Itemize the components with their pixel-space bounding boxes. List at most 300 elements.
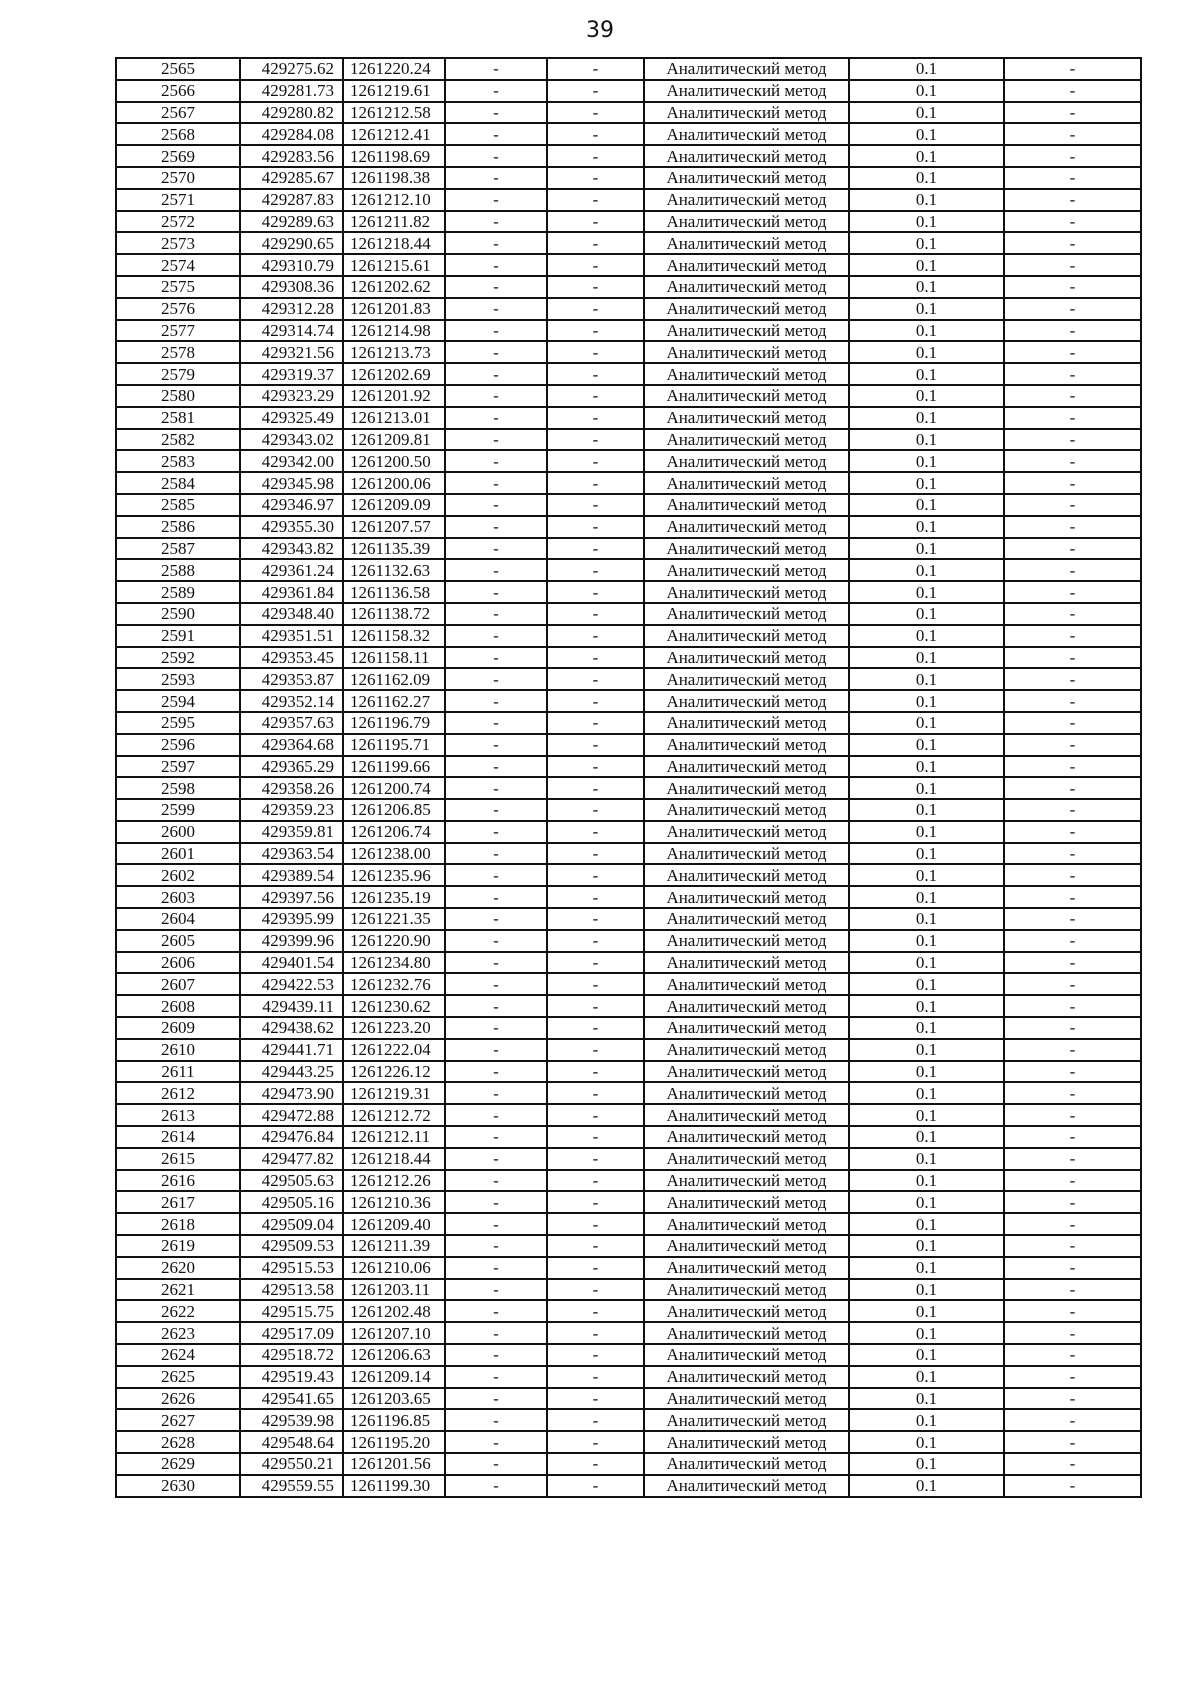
empty-dash-cell: - [1004,363,1141,385]
empty-dash-cell: - [547,58,644,80]
empty-dash-cell: - [547,1148,644,1170]
empty-dash-cell: - [1004,1300,1141,1322]
empty-dash-cell: - [1004,1344,1141,1366]
accuracy-cell: 0.1 [849,559,1004,581]
empty-dash-cell: - [1004,341,1141,363]
y-coordinate-cell: 1261198.69 [343,145,445,167]
empty-dash-cell: - [547,1388,644,1410]
point-number-cell: 2569 [116,145,240,167]
x-coordinate-cell: 429401.54 [240,952,343,974]
x-coordinate-cell: 429275.62 [240,58,343,80]
point-number-cell: 2588 [116,559,240,581]
table-row [116,1017,1141,1039]
y-coordinate-cell: 1261196.79 [343,712,445,734]
x-coordinate-cell: 429314.74 [240,320,343,342]
empty-dash-cell: - [547,1213,644,1235]
point-number-cell: 2593 [116,668,240,690]
empty-dash-cell: - [1004,1126,1141,1148]
empty-dash-cell: - [547,145,644,167]
method-cell: Аналитический метод [644,1279,849,1301]
x-coordinate-cell: 429348.40 [240,603,343,625]
x-coordinate-cell: 429441.71 [240,1039,343,1061]
accuracy-cell: 0.1 [849,1017,1004,1039]
y-coordinate-cell: 1261234.80 [343,952,445,974]
empty-dash-cell: - [445,712,547,734]
method-cell: Аналитический метод [644,756,849,778]
accuracy-cell: 0.1 [849,756,1004,778]
y-coordinate-cell: 1261202.62 [343,276,445,298]
x-coordinate-cell: 429365.29 [240,756,343,778]
empty-dash-cell: - [1004,930,1141,952]
empty-dash-cell: - [1004,1366,1141,1388]
point-number-cell: 2630 [116,1475,240,1497]
point-number-cell: 2598 [116,777,240,799]
table-row [116,189,1141,211]
empty-dash-cell: - [1004,1453,1141,1475]
table-row [116,1191,1141,1213]
table-row [116,603,1141,625]
accuracy-cell: 0.1 [849,516,1004,538]
method-cell: Аналитический метод [644,1213,849,1235]
empty-dash-cell: - [547,1344,644,1366]
empty-dash-cell: - [1004,450,1141,472]
empty-dash-cell: - [547,276,644,298]
empty-dash-cell: - [445,58,547,80]
empty-dash-cell: - [445,1170,547,1192]
empty-dash-cell: - [547,494,644,516]
empty-dash-cell: - [547,232,644,254]
accuracy-cell: 0.1 [849,864,1004,886]
accuracy-cell: 0.1 [849,908,1004,930]
x-coordinate-cell: 429513.58 [240,1279,343,1301]
x-coordinate-cell: 429443.25 [240,1061,343,1083]
table-row [116,1300,1141,1322]
empty-dash-cell: - [445,734,547,756]
point-number-cell: 2597 [116,756,240,778]
method-cell: Аналитический метод [644,123,849,145]
table-row [116,581,1141,603]
accuracy-cell: 0.1 [849,777,1004,799]
empty-dash-cell: - [1004,429,1141,451]
empty-dash-cell: - [547,1366,644,1388]
x-coordinate-cell: 429550.21 [240,1453,343,1475]
y-coordinate-cell: 1261209.09 [343,494,445,516]
point-number-cell: 2596 [116,734,240,756]
x-coordinate-cell: 429505.16 [240,1191,343,1213]
y-coordinate-cell: 1261211.39 [343,1235,445,1257]
y-coordinate-cell: 1261206.63 [343,1344,445,1366]
x-coordinate-cell: 429518.72 [240,1344,343,1366]
point-number-cell: 2608 [116,995,240,1017]
accuracy-cell: 0.1 [849,407,1004,429]
accuracy-cell: 0.1 [849,58,1004,80]
empty-dash-cell: - [1004,952,1141,974]
empty-dash-cell: - [1004,559,1141,581]
point-number-cell: 2592 [116,647,240,669]
accuracy-cell: 0.1 [849,1388,1004,1410]
method-cell: Аналитический метод [644,821,849,843]
empty-dash-cell: - [445,341,547,363]
empty-dash-cell: - [1004,1082,1141,1104]
x-coordinate-cell: 429473.90 [240,1082,343,1104]
method-cell: Аналитический метод [644,625,849,647]
point-number-cell: 2599 [116,799,240,821]
empty-dash-cell: - [445,756,547,778]
method-cell: Аналитический метод [644,1039,849,1061]
accuracy-cell: 0.1 [849,1431,1004,1453]
empty-dash-cell: - [445,320,547,342]
empty-dash-cell: - [547,1257,644,1279]
empty-dash-cell: - [1004,320,1141,342]
table-row [116,1366,1141,1388]
x-coordinate-cell: 429559.55 [240,1475,343,1497]
empty-dash-cell: - [547,995,644,1017]
empty-dash-cell: - [1004,189,1141,211]
point-number-cell: 2617 [116,1191,240,1213]
table-row [116,167,1141,189]
y-coordinate-cell: 1261226.12 [343,1061,445,1083]
empty-dash-cell: - [445,1366,547,1388]
empty-dash-cell: - [445,1017,547,1039]
empty-dash-cell: - [1004,799,1141,821]
accuracy-cell: 0.1 [849,952,1004,974]
y-coordinate-cell: 1261213.01 [343,407,445,429]
table-row [116,494,1141,516]
point-number-cell: 2610 [116,1039,240,1061]
accuracy-cell: 0.1 [849,886,1004,908]
empty-dash-cell: - [1004,1017,1141,1039]
method-cell: Аналитический метод [644,211,849,233]
empty-dash-cell: - [547,1039,644,1061]
empty-dash-cell: - [547,1279,644,1301]
empty-dash-cell: - [1004,276,1141,298]
accuracy-cell: 0.1 [849,1344,1004,1366]
empty-dash-cell: - [1004,407,1141,429]
y-coordinate-cell: 1261132.63 [343,559,445,581]
point-number-cell: 2612 [116,1082,240,1104]
empty-dash-cell: - [547,1409,644,1431]
x-coordinate-cell: 429505.63 [240,1170,343,1192]
empty-dash-cell: - [547,1104,644,1126]
empty-dash-cell: - [547,777,644,799]
method-cell: Аналитический метод [644,690,849,712]
empty-dash-cell: - [445,254,547,276]
point-number-cell: 2629 [116,1453,240,1475]
y-coordinate-cell: 1261215.61 [343,254,445,276]
empty-dash-cell: - [547,668,644,690]
empty-dash-cell: - [1004,1213,1141,1235]
method-cell: Аналитический метод [644,167,849,189]
x-coordinate-cell: 429285.67 [240,167,343,189]
empty-dash-cell: - [547,1191,644,1213]
accuracy-cell: 0.1 [849,538,1004,560]
x-coordinate-cell: 429519.43 [240,1366,343,1388]
table-row [116,1235,1141,1257]
method-cell: Аналитический метод [644,1191,849,1213]
x-coordinate-cell: 429352.14 [240,690,343,712]
empty-dash-cell: - [445,1213,547,1235]
y-coordinate-cell: 1261201.83 [343,298,445,320]
x-coordinate-cell: 429342.00 [240,450,343,472]
empty-dash-cell: - [445,690,547,712]
y-coordinate-cell: 1261200.74 [343,777,445,799]
point-number-cell: 2618 [116,1213,240,1235]
x-coordinate-cell: 429346.97 [240,494,343,516]
y-coordinate-cell: 1261220.24 [343,58,445,80]
empty-dash-cell: - [445,777,547,799]
table-row [116,995,1141,1017]
table-row [116,712,1141,734]
table-row [116,1322,1141,1344]
empty-dash-cell: - [1004,821,1141,843]
point-number-cell: 2577 [116,320,240,342]
point-number-cell: 2613 [116,1104,240,1126]
x-coordinate-cell: 429397.56 [240,886,343,908]
y-coordinate-cell: 1261198.38 [343,167,445,189]
y-coordinate-cell: 1261210.36 [343,1191,445,1213]
coordinates-table [115,57,1142,1498]
accuracy-cell: 0.1 [849,1235,1004,1257]
method-cell: Аналитический метод [644,1148,849,1170]
empty-dash-cell: - [547,429,644,451]
method-cell: Аналитический метод [644,952,849,974]
table-row [116,385,1141,407]
point-number-cell: 2579 [116,363,240,385]
accuracy-cell: 0.1 [849,254,1004,276]
empty-dash-cell: - [445,429,547,451]
empty-dash-cell: - [445,952,547,974]
empty-dash-cell: - [445,1279,547,1301]
method-cell: Аналитический метод [644,298,849,320]
empty-dash-cell: - [1004,145,1141,167]
point-number-cell: 2574 [116,254,240,276]
x-coordinate-cell: 429439.11 [240,995,343,1017]
method-cell: Аналитический метод [644,799,849,821]
accuracy-cell: 0.1 [849,821,1004,843]
y-coordinate-cell: 1261212.41 [343,123,445,145]
y-coordinate-cell: 1261207.10 [343,1322,445,1344]
empty-dash-cell: - [547,559,644,581]
y-coordinate-cell: 1261202.69 [343,363,445,385]
empty-dash-cell: - [445,864,547,886]
x-coordinate-cell: 429515.53 [240,1257,343,1279]
x-coordinate-cell: 429351.51 [240,625,343,647]
accuracy-cell: 0.1 [849,1039,1004,1061]
y-coordinate-cell: 1261206.74 [343,821,445,843]
point-number-cell: 2587 [116,538,240,560]
method-cell: Аналитический метод [644,429,849,451]
empty-dash-cell: - [445,232,547,254]
y-coordinate-cell: 1261196.85 [343,1409,445,1431]
method-cell: Аналитический метод [644,864,849,886]
point-number-cell: 2619 [116,1235,240,1257]
x-coordinate-cell: 429389.54 [240,864,343,886]
table-row [116,407,1141,429]
point-number-cell: 2586 [116,516,240,538]
x-coordinate-cell: 429539.98 [240,1409,343,1431]
table-row [116,232,1141,254]
table-row [116,298,1141,320]
accuracy-cell: 0.1 [849,1279,1004,1301]
method-cell: Аналитический метод [644,58,849,80]
accuracy-cell: 0.1 [849,1322,1004,1344]
point-number-cell: 2615 [116,1148,240,1170]
point-number-cell: 2616 [116,1170,240,1192]
method-cell: Аналитический метод [644,276,849,298]
empty-dash-cell: - [445,407,547,429]
y-coordinate-cell: 1261219.31 [343,1082,445,1104]
x-coordinate-cell: 429281.73 [240,80,343,102]
empty-dash-cell: - [445,1300,547,1322]
empty-dash-cell: - [1004,864,1141,886]
method-cell: Аналитический метод [644,668,849,690]
x-coordinate-cell: 429509.53 [240,1235,343,1257]
empty-dash-cell: - [547,625,644,647]
empty-dash-cell: - [1004,298,1141,320]
table-row [116,472,1141,494]
method-cell: Аналитический метод [644,1082,849,1104]
empty-dash-cell: - [547,363,644,385]
table-row [116,886,1141,908]
empty-dash-cell: - [547,864,644,886]
empty-dash-cell: - [445,1475,547,1497]
y-coordinate-cell: 1261158.32 [343,625,445,647]
empty-dash-cell: - [445,821,547,843]
accuracy-cell: 0.1 [849,1300,1004,1322]
x-coordinate-cell: 429399.96 [240,930,343,952]
point-number-cell: 2605 [116,930,240,952]
method-cell: Аналитический метод [644,1453,849,1475]
y-coordinate-cell: 1261202.48 [343,1300,445,1322]
empty-dash-cell: - [445,1344,547,1366]
method-cell: Аналитический метод [644,494,849,516]
empty-dash-cell: - [1004,123,1141,145]
method-cell: Аналитический метод [644,1409,849,1431]
empty-dash-cell: - [445,363,547,385]
point-number-cell: 2603 [116,886,240,908]
accuracy-cell: 0.1 [849,1366,1004,1388]
y-coordinate-cell: 1261199.30 [343,1475,445,1497]
empty-dash-cell: - [1004,1279,1141,1301]
empty-dash-cell: - [547,80,644,102]
table-row [116,450,1141,472]
y-coordinate-cell: 1261212.58 [343,102,445,124]
empty-dash-cell: - [1004,973,1141,995]
accuracy-cell: 0.1 [849,690,1004,712]
empty-dash-cell: - [445,123,547,145]
empty-dash-cell: - [1004,777,1141,799]
accuracy-cell: 0.1 [849,843,1004,865]
y-coordinate-cell: 1261200.50 [343,450,445,472]
empty-dash-cell: - [1004,385,1141,407]
point-number-cell: 2565 [116,58,240,80]
x-coordinate-cell: 429361.24 [240,559,343,581]
method-cell: Аналитический метод [644,908,849,930]
table-row [116,952,1141,974]
empty-dash-cell: - [1004,1257,1141,1279]
empty-dash-cell: - [1004,1170,1141,1192]
method-cell: Аналитический метод [644,1388,849,1410]
accuracy-cell: 0.1 [849,429,1004,451]
method-cell: Аналитический метод [644,973,849,995]
empty-dash-cell: - [445,1126,547,1148]
empty-dash-cell: - [445,1148,547,1170]
y-coordinate-cell: 1261136.58 [343,581,445,603]
point-number-cell: 2578 [116,341,240,363]
empty-dash-cell: - [1004,843,1141,865]
accuracy-cell: 0.1 [849,1191,1004,1213]
accuracy-cell: 0.1 [849,232,1004,254]
point-number-cell: 2568 [116,123,240,145]
x-coordinate-cell: 429359.23 [240,799,343,821]
x-coordinate-cell: 429517.09 [240,1322,343,1344]
table-row [116,58,1141,80]
empty-dash-cell: - [547,690,644,712]
method-cell: Аналитический метод [644,1170,849,1192]
empty-dash-cell: - [547,1017,644,1039]
empty-dash-cell: - [445,1388,547,1410]
empty-dash-cell: - [547,952,644,974]
method-cell: Аналитический метод [644,385,849,407]
table-row [116,341,1141,363]
empty-dash-cell: - [445,930,547,952]
empty-dash-cell: - [547,516,644,538]
method-cell: Аналитический метод [644,232,849,254]
accuracy-cell: 0.1 [849,211,1004,233]
point-number-cell: 2624 [116,1344,240,1366]
empty-dash-cell: - [445,1257,547,1279]
empty-dash-cell: - [547,450,644,472]
method-cell: Аналитический метод [644,145,849,167]
empty-dash-cell: - [547,712,644,734]
accuracy-cell: 0.1 [849,1126,1004,1148]
table-row [116,1475,1141,1497]
y-coordinate-cell: 1261138.72 [343,603,445,625]
accuracy-cell: 0.1 [849,668,1004,690]
method-cell: Аналитический метод [644,407,849,429]
point-number-cell: 2583 [116,450,240,472]
x-coordinate-cell: 429280.82 [240,102,343,124]
table-row [116,1148,1141,1170]
method-cell: Аналитический метод [644,80,849,102]
x-coordinate-cell: 429355.30 [240,516,343,538]
table-row [116,276,1141,298]
table-row [116,102,1141,124]
x-coordinate-cell: 429345.98 [240,472,343,494]
x-coordinate-cell: 429515.75 [240,1300,343,1322]
accuracy-cell: 0.1 [849,712,1004,734]
table-row [116,1126,1141,1148]
point-number-cell: 2600 [116,821,240,843]
empty-dash-cell: - [1004,1388,1141,1410]
point-number-cell: 2614 [116,1126,240,1148]
empty-dash-cell: - [1004,1104,1141,1126]
method-cell: Аналитический метод [644,930,849,952]
method-cell: Аналитический метод [644,734,849,756]
empty-dash-cell: - [445,102,547,124]
point-number-cell: 2606 [116,952,240,974]
empty-dash-cell: - [1004,494,1141,516]
empty-dash-cell: - [547,1170,644,1192]
y-coordinate-cell: 1261201.92 [343,385,445,407]
empty-dash-cell: - [445,1409,547,1431]
y-coordinate-cell: 1261218.44 [343,1148,445,1170]
empty-dash-cell: - [445,1082,547,1104]
accuracy-cell: 0.1 [849,734,1004,756]
method-cell: Аналитический метод [644,1235,849,1257]
empty-dash-cell: - [445,450,547,472]
table-row [116,799,1141,821]
